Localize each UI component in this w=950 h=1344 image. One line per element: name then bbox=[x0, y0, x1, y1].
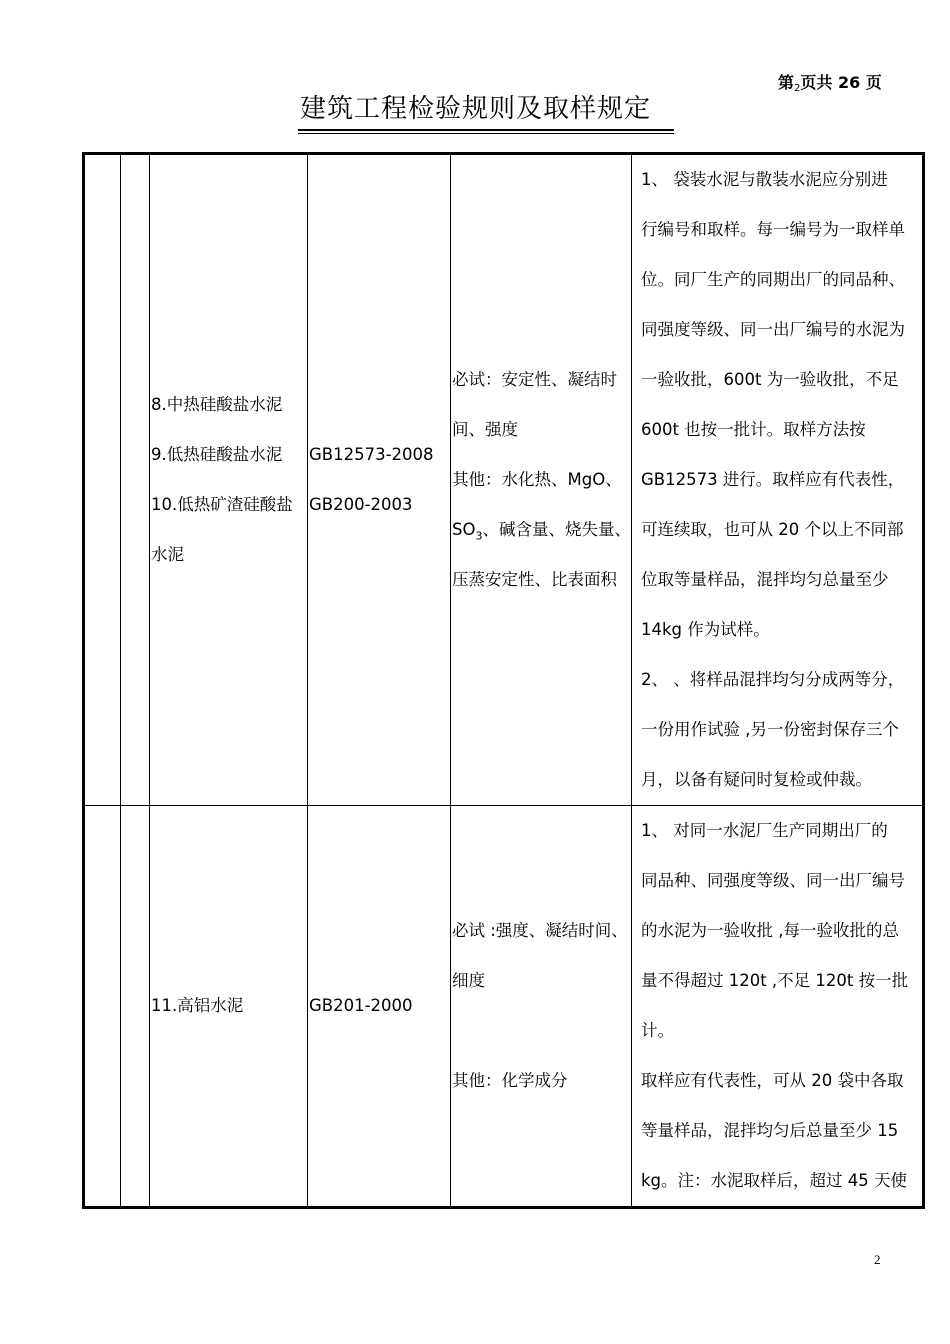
title-underline-thin bbox=[298, 133, 674, 134]
standard-cell: GB12573-2008 GB200-2003 bbox=[308, 154, 451, 806]
material-name-cell: 11.高铝水泥 bbox=[150, 806, 308, 1208]
inspection-table bbox=[82, 152, 925, 1209]
title-underline bbox=[298, 129, 674, 131]
footer-page-number: 2 bbox=[874, 1252, 881, 1267]
document-title: 建筑工程检验规则及取样规定 bbox=[300, 94, 652, 124]
test-items-cell: 必试 :强度、凝结时间、 细度 其他：化学成分 bbox=[451, 806, 632, 1208]
subcategory-cell bbox=[121, 806, 150, 1208]
table-row bbox=[84, 154, 924, 806]
test-items-cell: 必试：安定性、凝结时 间、强度 其他：水化热、MgO、 $SO_3$、碱含量、烧失量、 压蒸安定性、比表面积 bbox=[451, 154, 632, 806]
sampling-rules-cell: 1、 对同一水泥厂生产同期出厂的 同品种、同强度等级、同一出厂编号 的水泥为一验收批 ,每一验收批的总 量不得超过 120t ,不足 120t 按一批 计。 取样应有代表性，可从 20 袋中各取 等量样品，混拌均匀后总量至少 15 kg。注：水泥取样后，超过 45 天使 bbox=[631, 806, 923, 1208]
page-number-header: 第$_2$页共 26 页 bbox=[778, 73, 882, 94]
page-current: 2 bbox=[794, 83, 801, 94]
sampling-rules-cell: 1、 袋装水泥与散装水泥应分别进 行编号和取样。每一编号为一取样单 位。同厂生产的同期出厂的同品种、 同强度等级、同一出厂编号的水泥为 一验收批，600t 为一验收批，不足 600t 也按一批计。取样方法按 GB12573 进行。取样应有代表性， 可连续取，也可从 20 个以上不同部 位取等量样品，混拌均匀总量至少 14kg 作为试样。 2、 、将样品混拌均匀分成两等分， 一份用作试验 ,另一份密封保存三个 月，以备有疑问时复检或仲裁。 bbox=[631, 154, 923, 806]
table-row bbox=[84, 806, 924, 1208]
subcategory-cell bbox=[121, 154, 150, 806]
category-cell bbox=[84, 154, 121, 806]
category-cell bbox=[84, 806, 121, 1208]
standard-cell: GB201-2000 bbox=[308, 806, 451, 1208]
material-name-cell: 8.中热硅酸盐水泥 9.低热硅酸盐水泥 10.低热矿渣硅酸盐 水泥 bbox=[150, 154, 308, 806]
